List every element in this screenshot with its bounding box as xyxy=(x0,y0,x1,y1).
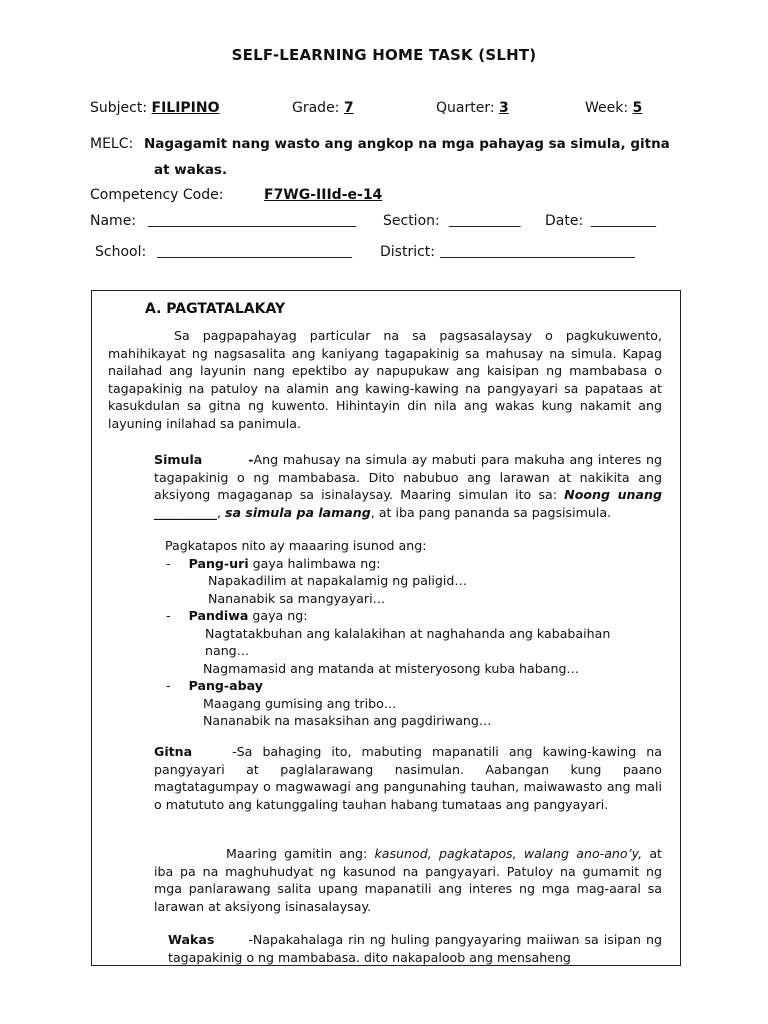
after-intro-text: Pagkatapos nito ay maaaring isunod ang: xyxy=(165,538,427,553)
simula-example-1: Noong unang __________ xyxy=(154,487,662,520)
district-label: District: xyxy=(380,244,436,260)
date-label: Date: xyxy=(545,213,584,229)
section-label: Section: xyxy=(383,213,440,229)
gitna-paragraph: Gitna -Sa bahaging ito, mabuting mapanatili ang kawing-kawing na pangyayari at paglalarawang nasimulan. Aabangan kung paano magtatagumpay o magwawagi ang pangunahing tauhan, maiwawasto ang mali o matututo ang katunggaling tauhan habang tumataas ang pangyayari. xyxy=(154,744,662,812)
gitna-gamit-paragraph: Maaring gamitin ang: kasunod, pagkatapos, walang ano-ano’y, at iba pa na maghuhudyat ng kasunod na pangyayari. Patuloy na gumamit ng mga panlarawang salita upang mapanatili ang interes ng mga mag-aaral sa larawan at aksiyong isinasalaysay. xyxy=(154,846,662,914)
grade-value: 7 xyxy=(343,100,354,116)
simula-paragraph: Simula -Ang mahusay na simula ay mabuti para makuha ang interes ng tagapakinig o ng mambabasa. Dito nabubuo ang larawan at nakikita ang aksiyong magaganap sa isinalaysay. Maaring simulan ito sa: Noong unang __________, sa simula pa lamang, at iba pang pananda sa pagsisimula. xyxy=(154,452,662,520)
quarter-value: 3 xyxy=(499,100,509,116)
school-label: School: xyxy=(95,244,147,260)
melc-text-line1: Nagagamit nang wasto ang angkop na mga pahayag sa simula, gitna xyxy=(144,136,670,152)
competency-label: Competency Code: xyxy=(90,187,224,203)
date-blank: __________ xyxy=(591,213,656,228)
list-item-pangabay: - Pang-abay xyxy=(166,678,263,693)
week-field: Week: 5 xyxy=(585,100,643,116)
gitna-transition-words: kasunod, pagkatapos, walang ano-ano’y, xyxy=(374,846,643,861)
quarter-field: Quarter: 3 xyxy=(436,100,509,116)
list-item-pandiwa: - Pandiwa gaya ng: xyxy=(166,608,308,623)
subject-field: Subject: FILIPINO xyxy=(90,100,220,116)
name-field: Name: xyxy=(90,213,137,229)
panguri-example-1: Napakadilim at napakalamig ng paligid… xyxy=(208,573,468,588)
list-item-panguri: - Pang-uri gaya halimbawa ng: xyxy=(166,556,381,571)
pangabay-example-1: Maagang gumising ang tribo… xyxy=(203,696,397,711)
wakas-term: Wakas xyxy=(168,932,215,947)
pandiwa-example-1b: nang… xyxy=(205,643,250,658)
school-blank: ______________________________ xyxy=(157,244,352,259)
name-blank: ________________________________ xyxy=(148,213,356,228)
intro-paragraph: Sa pagpapahayag particular na sa pagsasalaysay o pagkukuwento, mahihikayat ng nagsasalita ang kaniyang tagapakinig sa mahusay na simula. Kapag nailahad ang layunin nang epektibo ay napupukaw ang kaisipan ng mambabasa o tagapakinig na patuloy na alamin ang kawing-kawing na pangyayari sa papataas at kasukdulan sa gitna ng kuwento. Hihintayin din nila ang wakas kung nakamit ang layuning inilahad sa panimula. xyxy=(108,328,662,431)
subject-value: FILIPINO xyxy=(151,100,220,116)
section-heading: A. PAGTATALAKAY xyxy=(145,301,286,317)
discussion-box xyxy=(91,290,681,966)
pangabay-example-2: Nananabik na masaksihan ang pagdiriwang… xyxy=(203,713,492,728)
melc-text-line2: at wakas. xyxy=(154,162,228,178)
grade-field: Grade: 7 xyxy=(292,100,354,116)
pandiwa-example-1a: Nagtatakbuhan ang kalalakihan at naghahanda ang kababaihan xyxy=(205,626,611,641)
district-blank: ______________________________ xyxy=(440,244,635,259)
competency-code: F7WG-IIId-e-14 xyxy=(264,187,383,203)
simula-term: Simula xyxy=(154,452,203,467)
wakas-paragraph: Wakas -Napakahalaga rin ng huling pangyayaring maiiwan sa isipan ng tagapakinig o ng mambabasa. dito nakapaloob ang mensaheng xyxy=(168,932,662,965)
section-blank: ___________ xyxy=(449,213,521,228)
week-value: 5 xyxy=(632,100,643,116)
gitna-term: Gitna xyxy=(154,744,193,759)
panguri-example-2: Nananabik sa mangyayari… xyxy=(208,591,386,606)
simula-example-2: sa simula pa lamang xyxy=(224,504,371,520)
pandiwa-example-2: Nagmamasid ang matanda at misteryosong kuba habang… xyxy=(203,661,580,676)
worksheet-title: SELF-LEARNING HOME TASK (SLHT) xyxy=(231,46,537,64)
melc-label: MELC: xyxy=(90,136,134,152)
